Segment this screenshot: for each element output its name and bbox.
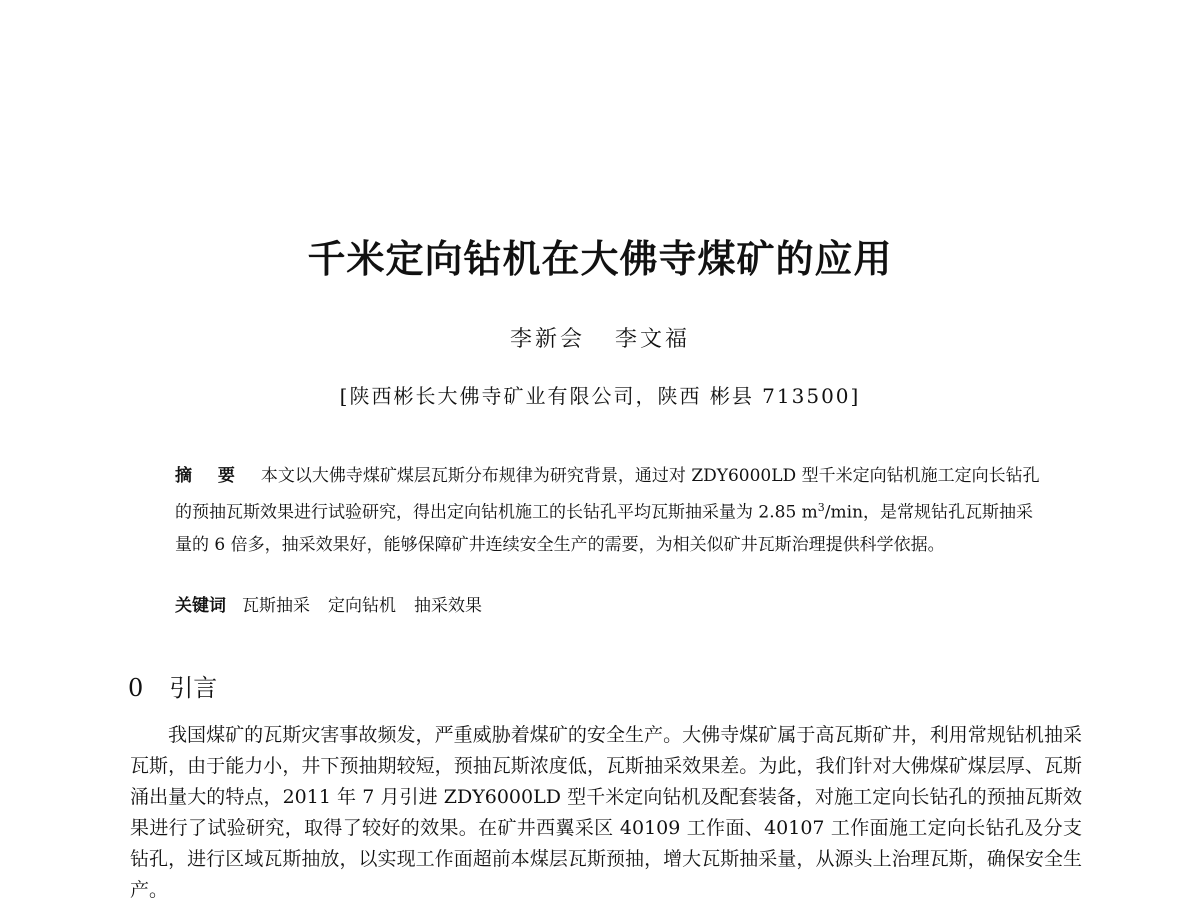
keyword: 瓦斯抽采 <box>242 596 310 616</box>
author-list <box>0 322 1200 353</box>
keyword: 定向钻机 <box>328 596 396 616</box>
section-title: 引言 <box>169 674 218 702</box>
section-number: 0 <box>128 674 144 702</box>
abstract <box>175 460 1045 561</box>
keyword: 抽采效果 <box>414 596 482 616</box>
keywords-label: 关键词 <box>175 596 226 616</box>
body-paragraph: 我国煤矿的瓦斯灾害事故频发，严重威胁着煤矿的安全生产。大佛寺煤矿属于高瓦斯矿井，利用常规钻机抽采瓦斯，由于能力小，井下预抽期较短，预抽瓦斯浓度低，瓦斯抽采效果差。为此，我们针对大佛煤矿煤层厚、瓦斯涌出量大的特点，2011 年 7 月引进 ZDY6000LD 型千米定向钻机及配套装备，对施工定向长钻孔的预抽瓦斯效果进行了试验研究，取得了较好的效果。在矿井西翼采区 40109 工作面、40107 工作面施工定向长钻孔及分支钻孔，进行区域瓦斯抽放，以实现工作面超前本煤层瓦斯预抽，增大瓦斯抽采量，从源头上治理瓦斯，确保安全生产。 <box>130 724 1082 901</box>
abstract-text-continued: /min，是常规钻孔瓦斯抽采量的 6 倍多，抽采效果好，能够保障矿井连续安全生产的需要，为相关似矿井瓦斯治理提供科学依据。 <box>175 502 1034 555</box>
affiliation: [陕西彬长大佛寺矿业有限公司，陕西 彬县 713500] <box>339 384 861 408</box>
section-heading <box>128 668 217 703</box>
author-name: 李文福 <box>615 327 691 352</box>
author-name: 李新会 <box>509 327 585 352</box>
abstract-superscript: 3 <box>817 501 825 514</box>
abstract-label: 摘 要 <box>175 466 245 486</box>
abstract-text: 本文以大佛寺煤矿煤层瓦斯分布规律为研究背景，通过对 ZDY6000LD 型千米定向钻机施工定向长钻孔的预抽瓦斯效果进行试验研究，得出定向钻机施工的长钻孔平均瓦斯抽采量为 2.85 m <box>175 466 1040 523</box>
paper-title: 千米定向钻机在大佛寺煤矿的应用 <box>307 237 893 281</box>
keywords <box>175 590 1045 622</box>
